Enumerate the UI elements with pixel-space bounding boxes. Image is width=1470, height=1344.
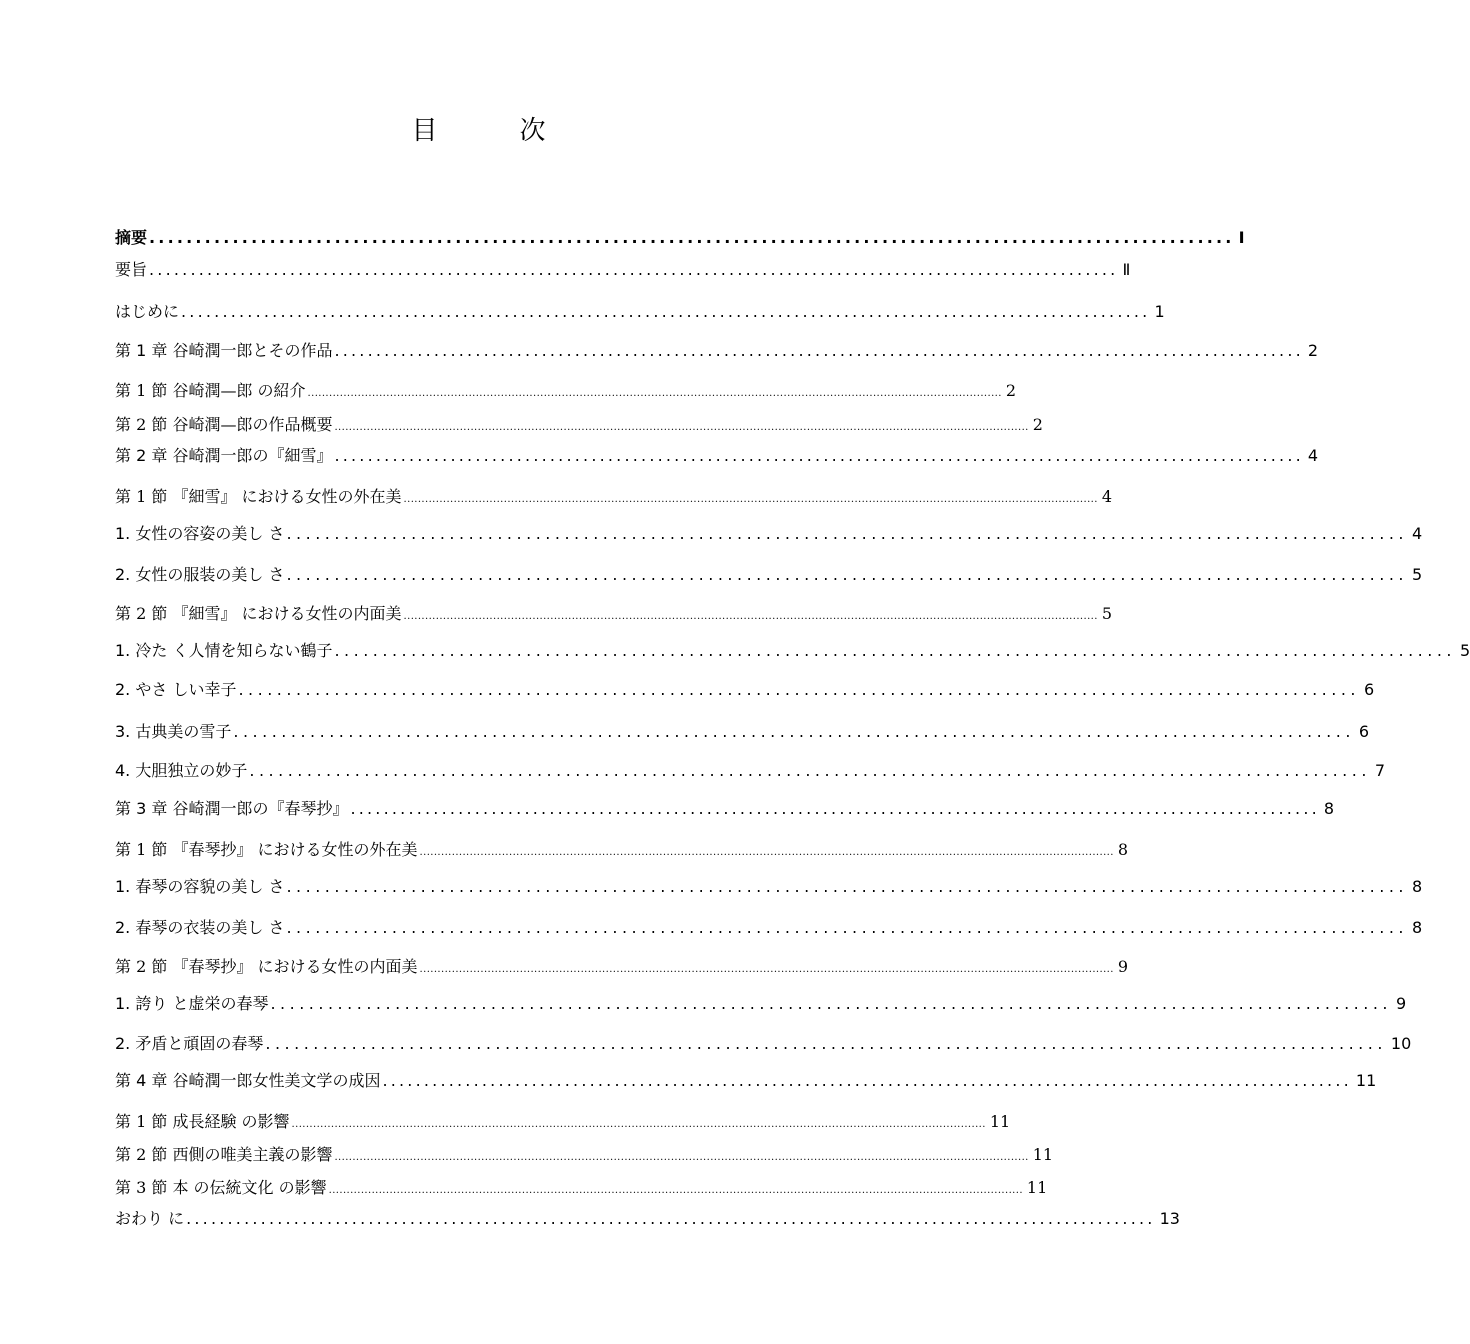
toc-leader: ..................................................................................................................... [181,302,1151,321]
toc-page-number: 4 [1101,487,1112,506]
toc-leader: ..................................................................................................................... [233,722,1355,741]
toc-page-number: 11 [1032,1145,1054,1164]
toc-entry-item-3-1-2[interactable] [115,918,1423,937]
toc-label: 第 1 節 成長経験 の影響 [115,1112,290,1131]
toc-label: 1. 誇り と虚栄の春琴 [115,994,269,1013]
toc-leader: .................................................................................................................................................................................................. [403,494,1098,505]
toc-label: 要旨 [115,260,148,279]
toc-page-number: 7 [1374,761,1386,780]
toc-leader: ..................................................................................................................... [238,680,1361,699]
toc-entry-section-2-2[interactable] [115,604,1112,623]
toc-label: 第 2 節 西側の唯美主義の影響 [115,1145,333,1164]
toc-label: 2. 女性の服装の美し さ [115,565,285,584]
toc-leader: ..................................................................................................................... [286,877,1409,896]
toc-page-number: 8 [1323,799,1335,818]
toc-page-number: 10 [1390,1034,1412,1053]
toc-leader: ..................................................................................................................... [249,761,1371,780]
toc-entry-section-3-1[interactable] [115,840,1128,859]
toc-page-number: 9 [1396,994,1407,1013]
toc-leader: .................................................................................................................................................................................................. [334,1152,1029,1163]
toc-entry-section-3-2[interactable] [115,957,1128,976]
toc-label: 3. 古典美の雪子 [115,722,232,741]
toc-page-number: 11 [1026,1178,1048,1197]
toc-entry-section-1-1[interactable] [115,381,1016,400]
toc-entry-item-2-2-4[interactable] [115,761,1386,780]
toc-label: 2. 春琴の衣装の美し さ [115,918,285,937]
toc-label: 第 3 節 本 の伝統文化 の影響 [115,1178,327,1197]
toc-leader: .................................................................................................................................................................................................. [291,1119,986,1130]
toc-page-number: Ⅱ [1122,260,1131,279]
toc-entry-section-1-2[interactable] [115,415,1043,434]
toc-leader: ..................................................................................................................... [382,1071,1352,1090]
toc-label: 第 2 節 谷崎潤—郎の作品概要 [115,415,333,434]
toc-entry-item-2-1-2[interactable] [115,565,1423,584]
toc-entry-section-4-2[interactable] [115,1145,1054,1164]
toc-page-number: Ⅰ [1238,228,1245,247]
toc-leader: ..................................................................................................................... [286,918,1409,937]
toc-entry-section-4-3[interactable] [115,1178,1048,1197]
toc-page-number: 11 [989,1112,1011,1131]
toc-page-number: 5 [1101,604,1112,623]
toc-leader: .................................................................................................................................................................................................. [419,847,1114,858]
toc-entry-conclusion[interactable] [115,1209,1180,1228]
toc-leader: .................................................................................................................................................................................................. [334,422,1029,433]
toc-label: 第 1 節 『春琴抄』 における女性の外在美 [115,840,418,859]
toc-leader: ..................................................................................................................... [149,228,1235,247]
toc-leader: ..................................................................................................................... [286,524,1409,543]
toc-page-number: 6 [1358,722,1370,741]
toc-entry-section-2-1[interactable] [115,487,1112,506]
toc-label: 第 3 章 谷崎潤一郎の『春琴抄』 [115,799,349,818]
toc-page-number: 8 [1412,877,1423,896]
toc-page-number: 4 [1412,524,1423,543]
toc-entry-introduction[interactable] [115,302,1165,321]
toc-entry-item-2-2-1[interactable] [115,641,1470,660]
toc-page-number: 2 [1032,415,1043,434]
toc-label: 第 2 節 『細雪』 における女性の内面美 [115,604,402,623]
toc-label: 1. 冷た く人情を知らない鶴子 [115,641,333,660]
toc-page-number: 11 [1355,1071,1377,1090]
toc-label: 第 2 章 谷崎潤一郎の『細雪』 [115,446,333,465]
toc-label: 第 2 節 『春琴抄』 における女性の内面美 [115,957,418,976]
toc-label: 4. 大胆独立の妙子 [115,761,248,780]
toc-page-number: 5 [1460,641,1470,660]
page-title: 目 次 [411,116,574,146]
toc-leader: .................................................................................................................................................................................................. [307,388,1002,399]
toc-entry-chapter-3[interactable] [115,799,1335,818]
toc-page-number: 9 [1117,957,1128,976]
toc-entry-item-3-1-1[interactable] [115,877,1423,896]
toc-label: 第 1 節 『細雪』 における女性の外在美 [115,487,402,506]
toc-leader: ..................................................................................................................... [149,260,1119,279]
toc-entry-item-3-2-1[interactable] [115,994,1407,1013]
toc-label: 1. 女性の容姿の美し さ [115,524,285,543]
toc-entry-item-2-2-2[interactable] [115,680,1375,699]
toc-page-number: 2 [1005,381,1016,400]
toc-entry-chapter-4[interactable] [115,1071,1377,1090]
toc-page-number: 4 [1307,446,1319,465]
toc-entry-chapter-1[interactable] [115,341,1319,360]
toc-entry-item-2-1-1[interactable] [115,524,1423,543]
toc-leader: .................................................................................................................................................................................................. [419,964,1114,975]
toc-label: おわり に [115,1209,185,1228]
toc-label: 2. 矛盾と頑固の春琴 [115,1034,264,1053]
toc-entry-abstract-jp[interactable] [115,260,1131,279]
toc-leader: ..................................................................................................................... [334,641,1457,660]
toc-entry-section-4-1[interactable] [115,1112,1011,1131]
toc-label: 摘要 [115,228,148,247]
toc-label: 第 4 章 谷崎潤一郎女性美文学の成因 [115,1071,381,1090]
toc-leader: .................................................................................................................................................................................................. [403,611,1098,622]
toc-leader: ..................................................................................................................... [350,799,1320,818]
toc-page-number: 5 [1412,565,1423,584]
toc-leader: .................................................................................................................................................................................................. [328,1185,1023,1196]
toc-leader: ..................................................................................................................... [334,341,1304,360]
toc-leader: ..................................................................................................................... [270,994,1393,1013]
toc-label: 第 1 章 谷崎潤一郎とその作品 [115,341,333,360]
toc-entry-item-3-2-2[interactable] [115,1034,1412,1053]
toc-page-number: 6 [1364,680,1375,699]
toc-entry-chapter-2[interactable] [115,446,1319,465]
toc-page-number: 13 [1159,1209,1180,1228]
toc-page-number: 8 [1412,918,1423,937]
toc-leader: ..................................................................................................................... [286,565,1409,584]
toc-leader: ..................................................................................................................... [334,446,1304,465]
toc-label: 2. やさ しい幸子 [115,680,237,699]
toc-label: 第 1 節 谷崎潤—郎 の紹介 [115,381,306,400]
toc-entry-item-2-2-3[interactable] [115,722,1370,741]
toc-page-number: 1 [1154,302,1165,321]
toc-page-number: 2 [1307,341,1319,360]
toc-label: 1. 春琴の容貌の美し さ [115,877,285,896]
toc-page-number: 8 [1117,840,1128,859]
toc-leader: ..................................................................................................................... [186,1209,1156,1228]
toc-leader: ..................................................................................................................... [265,1034,1387,1053]
toc-entry-abstract-cn[interactable] [115,228,1245,247]
toc-label: はじめに [115,302,180,321]
